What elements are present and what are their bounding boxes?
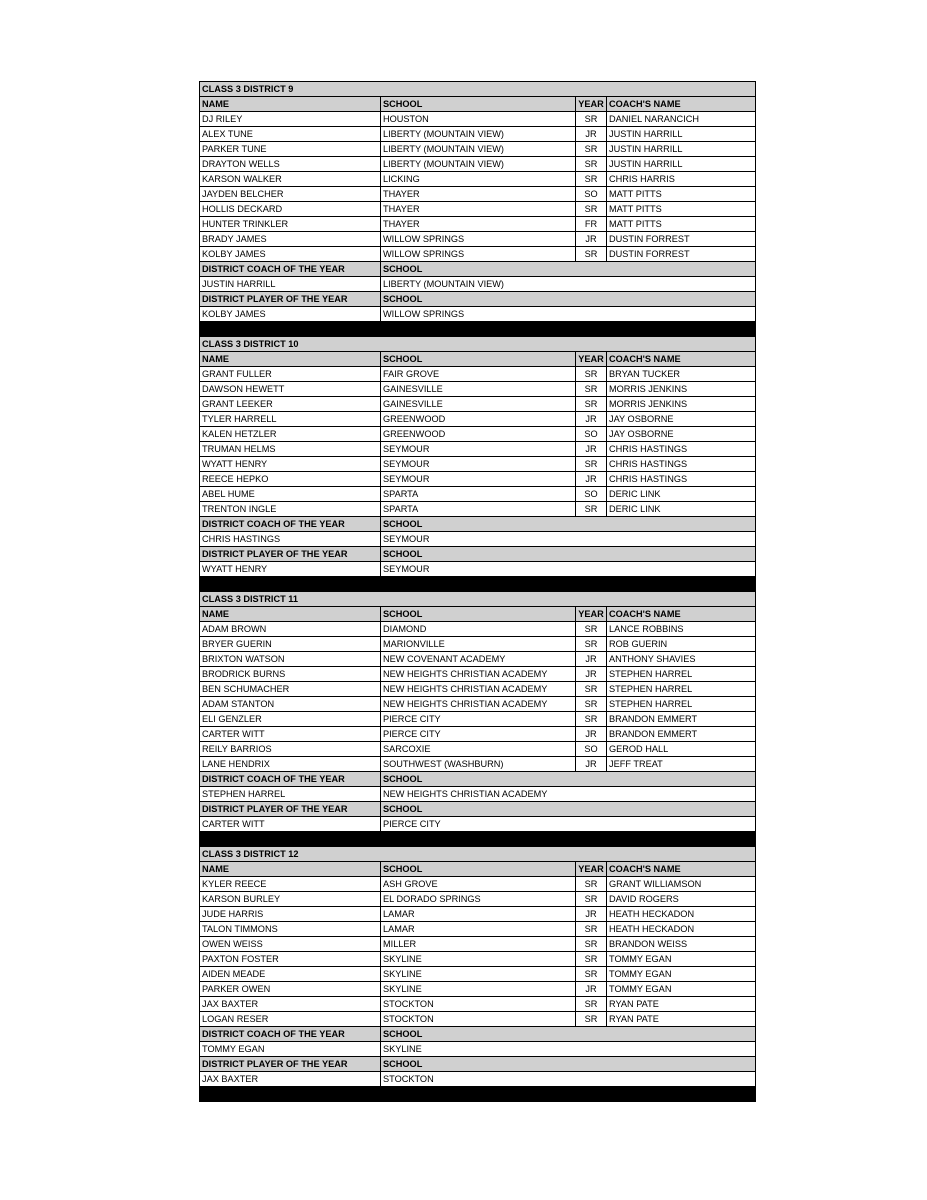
player-school: STOCKTON <box>381 1012 576 1027</box>
coach-award-name: TOMMY EGAN <box>200 1042 381 1057</box>
player-school: SEYMOUR <box>381 457 576 472</box>
player-school: PIERCE CITY <box>381 712 576 727</box>
district-title: CLASS 3 DISTRICT 10 <box>200 337 756 352</box>
player-coach: JUSTIN HARRILL <box>607 157 756 172</box>
coach-award-school: NEW HEIGHTS CHRISTIAN ACADEMY <box>381 787 756 802</box>
player-row <box>200 892 756 907</box>
player-row <box>200 937 756 952</box>
player-year: JR <box>576 667 607 682</box>
player-coach: CHRIS HASTINGS <box>607 472 756 487</box>
player-name: PARKER TUNE <box>200 142 381 157</box>
player-school: THAYER <box>381 187 576 202</box>
player-year: SR <box>576 502 607 517</box>
header-coach: COACH'S NAME <box>607 607 756 622</box>
player-coach: JAY OSBORNE <box>607 427 756 442</box>
player-coach: DERIC LINK <box>607 502 756 517</box>
player-name: JAYDEN BELCHER <box>200 187 381 202</box>
player-coach: DUSTIN FORREST <box>607 232 756 247</box>
section-separator <box>200 577 756 592</box>
separator-bar <box>200 577 756 592</box>
player-award-row <box>200 1072 756 1087</box>
player-year: JR <box>576 442 607 457</box>
header-name: NAME <box>200 607 381 622</box>
player-year: JR <box>576 727 607 742</box>
player-coach: TOMMY EGAN <box>607 952 756 967</box>
coach-award-row <box>200 1042 756 1057</box>
coach-award-label: DISTRICT COACH OF THE YEAR <box>200 772 381 787</box>
player-year: SR <box>576 397 607 412</box>
player-name: WYATT HENRY <box>200 457 381 472</box>
player-award-school: STOCKTON <box>381 1072 756 1087</box>
coach-award-header-row <box>200 517 756 532</box>
player-award-header-row <box>200 292 756 307</box>
player-row <box>200 112 756 127</box>
player-year: SR <box>576 922 607 937</box>
player-coach: HEATH HECKADON <box>607 922 756 937</box>
header-year: YEAR <box>576 352 607 367</box>
player-row <box>200 622 756 637</box>
player-school: SOUTHWEST (WASHBURN) <box>381 757 576 772</box>
player-award-school: PIERCE CITY <box>381 817 756 832</box>
player-year: SR <box>576 1012 607 1027</box>
player-year: SO <box>576 487 607 502</box>
player-row <box>200 247 756 262</box>
player-school: LAMAR <box>381 922 576 937</box>
player-school: SKYLINE <box>381 967 576 982</box>
player-school: HOUSTON <box>381 112 576 127</box>
player-row <box>200 457 756 472</box>
player-year: SR <box>576 952 607 967</box>
coach-award-school-label: SCHOOL <box>381 262 756 277</box>
coach-award-school-label: SCHOOL <box>381 1027 756 1042</box>
player-year: SR <box>576 157 607 172</box>
player-name: BRYER GUERIN <box>200 637 381 652</box>
player-name: JUDE HARRIS <box>200 907 381 922</box>
player-school: NEW HEIGHTS CHRISTIAN ACADEMY <box>381 667 576 682</box>
player-school: GREENWOOD <box>381 427 576 442</box>
player-row <box>200 172 756 187</box>
coach-award-name: JUSTIN HARRILL <box>200 277 381 292</box>
all-district-table <box>199 81 756 1102</box>
coach-award-label: DISTRICT COACH OF THE YEAR <box>200 1027 381 1042</box>
player-award-name: CARTER WITT <box>200 817 381 832</box>
player-award-row <box>200 562 756 577</box>
player-school: LAMAR <box>381 907 576 922</box>
header-school: SCHOOL <box>381 607 576 622</box>
player-row <box>200 877 756 892</box>
header-school: SCHOOL <box>381 862 576 877</box>
player-name: KYLER REECE <box>200 877 381 892</box>
player-row <box>200 952 756 967</box>
player-row <box>200 487 756 502</box>
player-year: SR <box>576 892 607 907</box>
player-row <box>200 667 756 682</box>
player-row <box>200 727 756 742</box>
player-year: SR <box>576 247 607 262</box>
player-award-row <box>200 817 756 832</box>
player-school: FAIR GROVE <box>381 367 576 382</box>
player-school: EL DORADO SPRINGS <box>381 892 576 907</box>
player-coach: MORRIS JENKINS <box>607 382 756 397</box>
player-row <box>200 127 756 142</box>
player-row <box>200 982 756 997</box>
player-award-label: DISTRICT PLAYER OF THE YEAR <box>200 802 381 817</box>
player-row <box>200 1012 756 1027</box>
player-year: SR <box>576 877 607 892</box>
player-school: SKYLINE <box>381 982 576 997</box>
header-coach: COACH'S NAME <box>607 352 756 367</box>
coach-award-school: SEYMOUR <box>381 532 756 547</box>
player-coach: GRANT WILLIAMSON <box>607 877 756 892</box>
player-name: CARTER WITT <box>200 727 381 742</box>
player-award-row <box>200 307 756 322</box>
player-name: KARSON BURLEY <box>200 892 381 907</box>
player-year: SR <box>576 937 607 952</box>
player-row <box>200 502 756 517</box>
player-row <box>200 442 756 457</box>
player-school: LIBERTY (MOUNTAIN VIEW) <box>381 142 576 157</box>
player-row <box>200 397 756 412</box>
section-separator <box>200 322 756 337</box>
player-award-school: WILLOW SPRINGS <box>381 307 756 322</box>
column-header-row <box>200 352 756 367</box>
district-title-row <box>200 82 756 97</box>
header-school: SCHOOL <box>381 352 576 367</box>
player-school: WILLOW SPRINGS <box>381 247 576 262</box>
player-school: LIBERTY (MOUNTAIN VIEW) <box>381 127 576 142</box>
coach-award-name: STEPHEN HARREL <box>200 787 381 802</box>
player-school: STOCKTON <box>381 997 576 1012</box>
player-name: HOLLIS DECKARD <box>200 202 381 217</box>
player-coach: JEFF TREAT <box>607 757 756 772</box>
player-coach: DERIC LINK <box>607 487 756 502</box>
district-title: CLASS 3 DISTRICT 12 <box>200 847 756 862</box>
player-row <box>200 412 756 427</box>
player-year: JR <box>576 412 607 427</box>
header-name: NAME <box>200 862 381 877</box>
player-name: KARSON WALKER <box>200 172 381 187</box>
player-name: AIDEN MEADE <box>200 967 381 982</box>
column-header-row <box>200 862 756 877</box>
player-award-school-label: SCHOOL <box>381 547 756 562</box>
player-year: JR <box>576 652 607 667</box>
section-separator <box>200 1087 756 1102</box>
player-name: REECE HEPKO <box>200 472 381 487</box>
player-school: PIERCE CITY <box>381 727 576 742</box>
player-name: ADAM STANTON <box>200 697 381 712</box>
player-award-name: WYATT HENRY <box>200 562 381 577</box>
player-school: THAYER <box>381 217 576 232</box>
player-coach: DANIEL NARANCICH <box>607 112 756 127</box>
player-coach: TOMMY EGAN <box>607 967 756 982</box>
player-coach: STEPHEN HARREL <box>607 697 756 712</box>
district-title-row <box>200 337 756 352</box>
coach-award-row <box>200 532 756 547</box>
player-row <box>200 472 756 487</box>
coach-award-school-label: SCHOOL <box>381 772 756 787</box>
player-coach: GEROD HALL <box>607 742 756 757</box>
player-year: SR <box>576 697 607 712</box>
player-name: BRIXTON WATSON <box>200 652 381 667</box>
coach-award-school: SKYLINE <box>381 1042 756 1057</box>
coach-award-row <box>200 277 756 292</box>
header-coach: COACH'S NAME <box>607 97 756 112</box>
player-name: LANE HENDRIX <box>200 757 381 772</box>
player-coach: BRANDON EMMERT <box>607 712 756 727</box>
player-coach: TOMMY EGAN <box>607 982 756 997</box>
player-award-header-row <box>200 802 756 817</box>
player-award-label: DISTRICT PLAYER OF THE YEAR <box>200 547 381 562</box>
player-school: GAINESVILLE <box>381 397 576 412</box>
separator-bar <box>200 322 756 337</box>
player-row <box>200 742 756 757</box>
player-award-school-label: SCHOOL <box>381 1057 756 1072</box>
player-row <box>200 202 756 217</box>
player-coach: JUSTIN HARRILL <box>607 127 756 142</box>
player-coach: HEATH HECKADON <box>607 907 756 922</box>
player-school: NEW HEIGHTS CHRISTIAN ACADEMY <box>381 682 576 697</box>
player-award-label: DISTRICT PLAYER OF THE YEAR <box>200 292 381 307</box>
player-school: SEYMOUR <box>381 442 576 457</box>
player-school: SARCOXIE <box>381 742 576 757</box>
player-name: JAX BAXTER <box>200 997 381 1012</box>
player-coach: JUSTIN HARRILL <box>607 142 756 157</box>
player-year: SR <box>576 682 607 697</box>
player-award-header-row <box>200 547 756 562</box>
header-coach: COACH'S NAME <box>607 862 756 877</box>
column-header-row <box>200 97 756 112</box>
district-title: CLASS 3 DISTRICT 9 <box>200 82 756 97</box>
player-row <box>200 157 756 172</box>
player-award-name: KOLBY JAMES <box>200 307 381 322</box>
header-year: YEAR <box>576 862 607 877</box>
player-row <box>200 757 756 772</box>
player-coach: BRANDON WEISS <box>607 937 756 952</box>
player-school: THAYER <box>381 202 576 217</box>
player-coach: CHRIS HARRIS <box>607 172 756 187</box>
player-name: TRENTON INGLE <box>200 502 381 517</box>
player-coach: CHRIS HASTINGS <box>607 442 756 457</box>
player-coach: RYAN PATE <box>607 1012 756 1027</box>
player-school: SPARTA <box>381 487 576 502</box>
player-name: DJ RILEY <box>200 112 381 127</box>
player-year: SO <box>576 742 607 757</box>
player-school: NEW COVENANT ACADEMY <box>381 652 576 667</box>
coach-award-name: CHRIS HASTINGS <box>200 532 381 547</box>
player-award-school-label: SCHOOL <box>381 292 756 307</box>
player-name: OWEN WEISS <box>200 937 381 952</box>
player-coach: MORRIS JENKINS <box>607 397 756 412</box>
player-award-header-row <box>200 1057 756 1072</box>
player-coach: MATT PITTS <box>607 187 756 202</box>
player-row <box>200 682 756 697</box>
player-year: JR <box>576 472 607 487</box>
player-year: JR <box>576 232 607 247</box>
player-year: JR <box>576 127 607 142</box>
player-school: LIBERTY (MOUNTAIN VIEW) <box>381 157 576 172</box>
player-row <box>200 997 756 1012</box>
coach-award-header-row <box>200 772 756 787</box>
player-coach: MATT PITTS <box>607 202 756 217</box>
player-year: JR <box>576 907 607 922</box>
coach-award-label: DISTRICT COACH OF THE YEAR <box>200 262 381 277</box>
coach-award-header-row <box>200 1027 756 1042</box>
player-row <box>200 382 756 397</box>
player-name: REILY BARRIOS <box>200 742 381 757</box>
player-school: ASH GROVE <box>381 877 576 892</box>
player-row <box>200 697 756 712</box>
player-coach: DUSTIN FORREST <box>607 247 756 262</box>
player-name: TRUMAN HELMS <box>200 442 381 457</box>
player-name: GRANT LEEKER <box>200 397 381 412</box>
player-name: BEN SCHUMACHER <box>200 682 381 697</box>
player-school: WILLOW SPRINGS <box>381 232 576 247</box>
coach-award-header-row <box>200 262 756 277</box>
column-header-row <box>200 607 756 622</box>
player-coach: DAVID ROGERS <box>607 892 756 907</box>
district-title-row <box>200 847 756 862</box>
header-name: NAME <box>200 97 381 112</box>
player-name: DAWSON HEWETT <box>200 382 381 397</box>
player-coach: BRYAN TUCKER <box>607 367 756 382</box>
player-row <box>200 217 756 232</box>
player-name: PARKER OWEN <box>200 982 381 997</box>
player-row <box>200 922 756 937</box>
player-year: FR <box>576 217 607 232</box>
player-name: ADAM BROWN <box>200 622 381 637</box>
player-year: SR <box>576 457 607 472</box>
player-coach: STEPHEN HARREL <box>607 682 756 697</box>
player-award-school-label: SCHOOL <box>381 802 756 817</box>
player-name: BRADY JAMES <box>200 232 381 247</box>
coach-award-school-label: SCHOOL <box>381 517 756 532</box>
player-name: PAXTON FOSTER <box>200 952 381 967</box>
player-name: TALON TIMMONS <box>200 922 381 937</box>
player-coach: STEPHEN HARREL <box>607 667 756 682</box>
player-year: SO <box>576 187 607 202</box>
player-name: ALEX TUNE <box>200 127 381 142</box>
player-year: SR <box>576 382 607 397</box>
player-row <box>200 907 756 922</box>
player-row <box>200 367 756 382</box>
player-school: MARIONVILLE <box>381 637 576 652</box>
coach-award-label: DISTRICT COACH OF THE YEAR <box>200 517 381 532</box>
player-coach: JAY OSBORNE <box>607 412 756 427</box>
player-year: SO <box>576 427 607 442</box>
separator-bar <box>200 1087 756 1102</box>
player-year: JR <box>576 757 607 772</box>
player-year: SR <box>576 637 607 652</box>
player-school: SEYMOUR <box>381 472 576 487</box>
player-year: SR <box>576 367 607 382</box>
player-name: KOLBY JAMES <box>200 247 381 262</box>
player-row <box>200 652 756 667</box>
player-name: ABEL HUME <box>200 487 381 502</box>
district-title-row <box>200 592 756 607</box>
player-name: DRAYTON WELLS <box>200 157 381 172</box>
player-year: JR <box>576 982 607 997</box>
player-school: SPARTA <box>381 502 576 517</box>
player-year: SR <box>576 172 607 187</box>
player-school: GAINESVILLE <box>381 382 576 397</box>
player-name: TYLER HARRELL <box>200 412 381 427</box>
player-school: GREENWOOD <box>381 412 576 427</box>
player-school: NEW HEIGHTS CHRISTIAN ACADEMY <box>381 697 576 712</box>
player-coach: CHRIS HASTINGS <box>607 457 756 472</box>
player-name: LOGAN RESER <box>200 1012 381 1027</box>
header-school: SCHOOL <box>381 97 576 112</box>
player-school: LICKING <box>381 172 576 187</box>
player-coach: BRANDON EMMERT <box>607 727 756 742</box>
player-name: KALEN HETZLER <box>200 427 381 442</box>
player-award-name: JAX BAXTER <box>200 1072 381 1087</box>
player-coach: ROB GUERIN <box>607 637 756 652</box>
section-separator <box>200 832 756 847</box>
player-year: SR <box>576 967 607 982</box>
player-award-school: SEYMOUR <box>381 562 756 577</box>
player-coach: RYAN PATE <box>607 997 756 1012</box>
player-year: SR <box>576 712 607 727</box>
header-year: YEAR <box>576 607 607 622</box>
player-name: ELI GENZLER <box>200 712 381 727</box>
header-year: YEAR <box>576 97 607 112</box>
player-row <box>200 967 756 982</box>
coach-award-row <box>200 787 756 802</box>
player-school: SKYLINE <box>381 952 576 967</box>
player-coach: LANCE ROBBINS <box>607 622 756 637</box>
district-title: CLASS 3 DISTRICT 11 <box>200 592 756 607</box>
player-school: MILLER <box>381 937 576 952</box>
player-coach: ANTHONY SHAVIES <box>607 652 756 667</box>
player-name: GRANT FULLER <box>200 367 381 382</box>
player-year: SR <box>576 997 607 1012</box>
player-coach: MATT PITTS <box>607 217 756 232</box>
header-name: NAME <box>200 352 381 367</box>
coach-award-school: LIBERTY (MOUNTAIN VIEW) <box>381 277 756 292</box>
player-row <box>200 712 756 727</box>
player-year: SR <box>576 142 607 157</box>
player-school: DIAMOND <box>381 622 576 637</box>
player-row <box>200 427 756 442</box>
separator-bar <box>200 832 756 847</box>
player-award-label: DISTRICT PLAYER OF THE YEAR <box>200 1057 381 1072</box>
player-row <box>200 637 756 652</box>
player-name: BRODRICK BURNS <box>200 667 381 682</box>
player-row <box>200 232 756 247</box>
player-year: SR <box>576 202 607 217</box>
player-row <box>200 187 756 202</box>
player-name: HUNTER TRINKLER <box>200 217 381 232</box>
player-year: SR <box>576 112 607 127</box>
player-year: SR <box>576 622 607 637</box>
player-row <box>200 142 756 157</box>
